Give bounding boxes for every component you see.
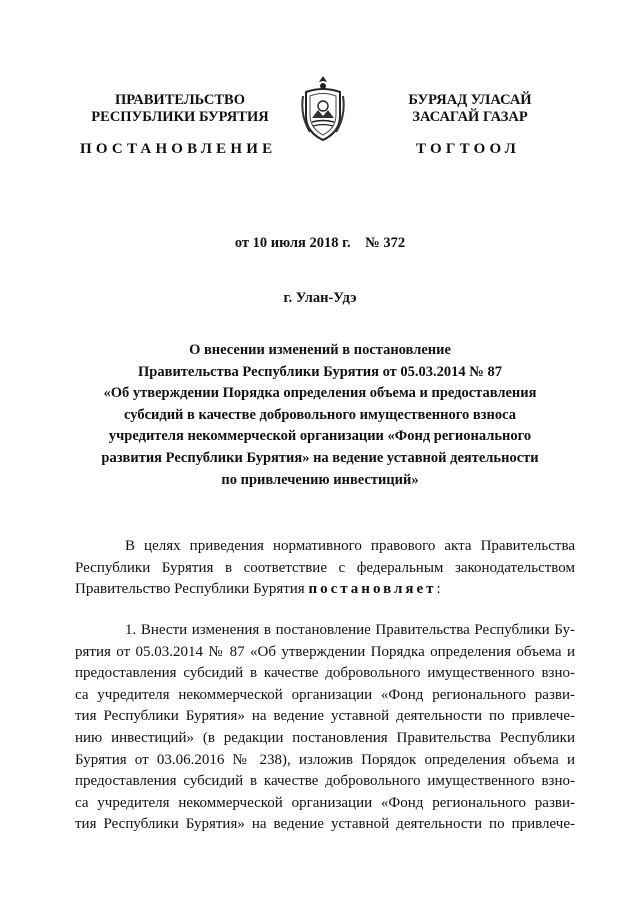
title-line: О внесении изменений в постановление xyxy=(189,342,451,358)
preamble-line3-prefix: Правительство Республики Бурятия xyxy=(75,581,309,598)
title-line: субсидий в качестве добровольного имущественного взноса xyxy=(124,406,516,423)
government-name-bu-line2: ЗАСАГАЙ ГАЗАР xyxy=(412,109,528,125)
item-1-line: рятия от 05.03.2014 № 87 «Об утверждении Порядка определения объема и xyxy=(75,643,575,660)
item-1-line: 1. Внести изменения в постановление Правительства Республики Бу- xyxy=(125,622,575,638)
item-1-line: тия Республики Бурятия» на ведение уставной деятельности по привлече- xyxy=(75,708,575,725)
preamble-paragraph xyxy=(75,536,575,601)
title-line: «Об утверждении Порядка определения объема и предоставления xyxy=(103,385,537,402)
government-name-russian xyxy=(75,92,285,126)
title-line: по привлечению инвестиций» xyxy=(221,471,419,488)
government-name-ru-line1: ПРАВИТЕЛЬСТВО xyxy=(115,92,245,108)
coat-of-arms-emblem xyxy=(298,72,348,144)
item-1-line: са учредителя некоммерческой организации «Фонд регионального разви- xyxy=(75,686,575,703)
government-name-ru-line2: РЕСПУБЛИКИ БУРЯТИЯ xyxy=(91,109,269,125)
item-1-line: тия Республики Бурятия» на ведение уставной деятельности по привлече- xyxy=(75,816,575,833)
enacting-word: постановляет xyxy=(308,581,437,598)
item-1-line: Бурятия от 03.06.2016 № 238), изложив Порядок определения объема и xyxy=(75,751,575,768)
preamble-line3-suffix: : xyxy=(436,581,441,598)
item-1-line: предоставления субсидий в качестве добровольного имущественного взно- xyxy=(75,773,575,790)
government-name-bu-line1: БУРЯАД УЛАСАЙ xyxy=(408,92,532,108)
title-line: Правительства Республики Бурятия от 05.03.2014 № 87 xyxy=(138,363,502,380)
government-name-buryat xyxy=(370,92,570,126)
preamble-line: В целях приведения нормативного правового акта Правительства xyxy=(125,538,575,554)
title-line: развития Республики Бурятия» на ведение уставной деятельности xyxy=(101,449,539,466)
title-line: учредителя некоммерческой организации «Фонд регионального xyxy=(108,428,532,445)
document-title xyxy=(80,340,560,491)
item-1-paragraph xyxy=(75,620,575,836)
item-1-line: са учредителя некоммерческой организации «Фонд регионального разви- xyxy=(75,794,575,811)
city: г. Улан-Удэ xyxy=(283,290,357,306)
preamble-line: Республики Бурятия в соответствие с федеральным законодательством xyxy=(75,559,575,576)
preamble-line xyxy=(75,579,575,601)
doc-type-buryat: ТОГТООЛ xyxy=(416,141,520,157)
doc-type-russian: ПОСТАНОВЛЕНИЕ xyxy=(80,141,277,157)
item-1-line: предоставления субсидий в качестве добровольного имущественного взно- xyxy=(75,665,575,682)
date-and-number: от 10 июля 2018 г. № 372 xyxy=(234,235,406,251)
item-1-line: нию инвестиций» (в редакции постановления Правительства Республики xyxy=(75,729,575,746)
